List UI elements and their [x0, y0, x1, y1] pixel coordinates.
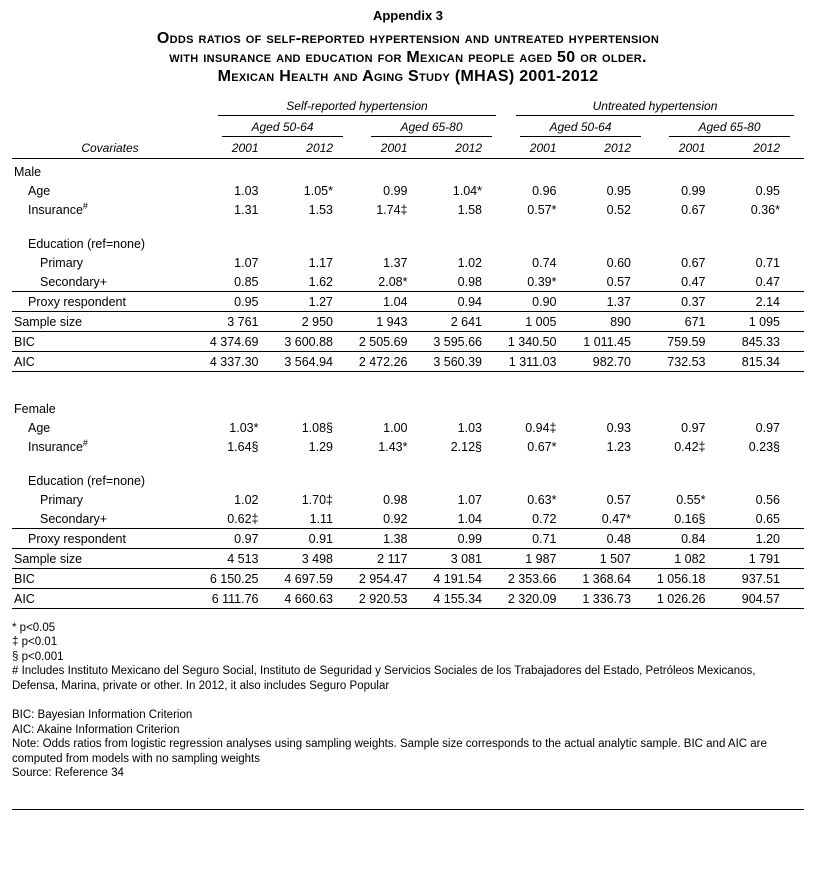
value-cell [432, 234, 507, 253]
value-cell: 0.47* [581, 509, 656, 529]
value-cell: 4 337.30 [208, 352, 283, 372]
value-cell: 0.98 [383, 492, 408, 507]
year-header: 2001 [655, 137, 730, 159]
value-cell: 1 095 [730, 312, 805, 332]
footnote-source: Source: Reference 34 [12, 767, 124, 779]
value-cell: 0.67 [681, 256, 706, 270]
value-cell: 1.53 [308, 203, 333, 217]
value-cell: 1.11 [283, 509, 358, 529]
value-cell: 0.97 [681, 420, 706, 435]
value-cell: 1.43* [378, 439, 408, 454]
section-label: Female [14, 401, 56, 416]
value-cell: 2 353.66 [506, 568, 581, 588]
value-cell: 1 056.18 [655, 568, 730, 588]
row-label: AIC [12, 352, 208, 372]
value-cell: 2 472.26 [357, 352, 432, 372]
value-cell: 0.95 [606, 184, 631, 198]
year-header-row [12, 137, 804, 159]
column-group-untreated: Untreated hypertension [516, 99, 794, 116]
table-row [12, 509, 804, 529]
year-header: 2001 [208, 137, 283, 159]
value-cell: 0.72 [506, 509, 581, 529]
appendix-label: Appendix 3 [372, 8, 444, 23]
bottom-rule [12, 809, 804, 810]
value-cell: 1 987 [506, 548, 581, 568]
value-cell: 1.07 [457, 492, 482, 507]
footnote-spacer [12, 693, 804, 708]
row-label: Primary [40, 256, 84, 270]
value-cell: 1.37 [581, 292, 656, 312]
year-header: 2012 [432, 137, 507, 159]
table-row [12, 253, 804, 272]
value-cell: 1.38 [357, 528, 432, 548]
column-group-self-reported: Self-reported hypertension [218, 99, 496, 116]
value-cell: 2.12§ [450, 439, 482, 454]
value-cell [581, 234, 656, 253]
table-row [12, 272, 804, 292]
value-cell: 0.60 [606, 256, 631, 270]
value-cell [655, 471, 730, 490]
value-cell [581, 471, 656, 490]
value-cell: 2 920.53 [357, 588, 432, 608]
value-cell: 0.63* [527, 492, 557, 507]
value-cell: 1 791 [730, 548, 805, 568]
value-cell [655, 234, 730, 253]
value-cell: 0.71 [755, 256, 780, 270]
value-cell [506, 234, 581, 253]
value-cell: 1.70‡ [301, 492, 333, 507]
footnotes-block [12, 621, 804, 781]
row-gap [12, 219, 804, 234]
age-group-header-row [12, 116, 804, 137]
value-cell: 1.03 [234, 184, 259, 198]
table-row [12, 418, 804, 437]
value-cell [208, 234, 283, 253]
value-cell: 1.05* [303, 184, 333, 198]
value-cell: 890 [581, 312, 656, 332]
value-cell: 1 340.50 [506, 332, 581, 352]
table-row [12, 490, 804, 509]
value-cell [283, 234, 358, 253]
title-block [12, 8, 804, 86]
row-label: Education (ref=none) [28, 473, 146, 488]
footnote-marker: # [82, 200, 88, 211]
row-label: Insurance# [28, 200, 88, 217]
value-cell [730, 471, 805, 490]
value-cell: 3 600.88 [283, 332, 358, 352]
value-cell [730, 234, 805, 253]
value-cell: 0.48 [581, 528, 656, 548]
value-cell: 2 117 [357, 548, 432, 568]
value-cell: 0.42‡ [674, 439, 706, 454]
value-cell: 1.07 [234, 256, 259, 270]
value-cell: 1.03 [457, 420, 482, 435]
section-header-row [12, 159, 804, 182]
footnote-p05: * p<0.05 [12, 621, 56, 634]
value-cell: 982.70 [581, 352, 656, 372]
table-row [12, 471, 804, 490]
group-header-row [12, 99, 804, 116]
value-cell: 1.02 [457, 256, 482, 270]
value-cell: 0.92 [357, 509, 432, 529]
row-label: Education (ref=none) [28, 237, 146, 251]
row-label: BIC [12, 332, 208, 352]
title-line-3: Mexican Health and Aging Study (MHAS) 2001-2012 [217, 68, 599, 85]
value-cell [506, 471, 581, 490]
footnote-p01: ‡ p<0.01 [12, 636, 58, 648]
table-row [12, 528, 804, 548]
row-label: Sample size [12, 548, 208, 568]
value-cell: 1.37 [383, 256, 408, 270]
value-cell: 0.65 [730, 509, 805, 529]
value-cell: 1 311.03 [506, 352, 581, 372]
value-cell: 6 111.76 [208, 588, 283, 608]
value-cell: 0.90 [506, 292, 581, 312]
table-row [12, 234, 804, 253]
value-cell: 1.04* [452, 184, 482, 198]
value-cell: 1.62 [283, 272, 358, 292]
value-cell: 3 081 [432, 548, 507, 568]
section-header-row [12, 396, 804, 418]
value-cell: 2.08* [357, 272, 432, 292]
value-cell: 0.94‡ [525, 420, 557, 435]
value-cell: 1 082 [655, 548, 730, 568]
footnote-marker: # [82, 437, 88, 448]
footnote-insurance-definition: # Includes Instituto Mexicano del Seguro Social, Instituto de Seguridad y Servicios Sociales de los Trabajadores del Estado, Petróleos Mexicanos, Defensa, Marina, private or other. In 2012, it also includes Seguro Popular [12, 665, 756, 692]
age-group-50-64-untreated: Aged 50-64 [520, 116, 641, 137]
row-label: Secondary+ [12, 509, 208, 529]
age-group-65-80-untreated: Aged 65-80 [669, 116, 790, 137]
value-cell: 1.74‡ [376, 203, 408, 217]
year-header: 2012 [581, 137, 656, 159]
year-header: 2012 [730, 137, 805, 159]
value-cell: 0.67* [527, 439, 557, 454]
value-cell: 0.95 [755, 184, 780, 198]
value-cell: 815.34 [730, 352, 805, 372]
value-cell: 4 513 [208, 548, 283, 568]
value-cell: 937.51 [730, 568, 805, 588]
value-cell: 3 560.39 [432, 352, 507, 372]
year-header: 2001 [506, 137, 581, 159]
section-label: Male [14, 165, 42, 179]
footnote-note: Note: Odds ratios from logistic regression analyses using sampling weights. Sample size corresponds to the actual analytic sample. BIC and AIC are computed from models with no sampling weights [12, 738, 767, 765]
value-cell: 0.57* [527, 203, 557, 217]
table-row [12, 181, 804, 200]
table-row [12, 200, 804, 219]
value-cell: 1.04 [432, 509, 507, 529]
row-label: BIC [12, 568, 208, 588]
value-cell: 1 011.45 [581, 332, 656, 352]
footnote-bic-definition: BIC: Bayesian Information Criterion [12, 709, 193, 721]
value-cell: 904.57 [730, 588, 805, 608]
table-header [12, 99, 804, 159]
value-cell: 0.57 [606, 492, 631, 507]
value-cell: 6 150.25 [208, 568, 283, 588]
value-cell: 0.97 [755, 420, 780, 435]
value-cell: 1.04 [357, 292, 432, 312]
table-row [12, 292, 804, 312]
value-cell: 0.95 [208, 292, 283, 312]
value-cell: 0.39* [506, 272, 581, 292]
row-label: AIC [12, 588, 208, 608]
value-cell: 1 026.26 [655, 588, 730, 608]
value-cell: 1.27 [283, 292, 358, 312]
value-cell [283, 471, 358, 490]
value-cell: 0.94 [432, 292, 507, 312]
value-cell: 0.47 [655, 272, 730, 292]
row-label: Proxy respondent [12, 292, 208, 312]
value-cell [357, 471, 432, 490]
age-group-65-80-self: Aged 65-80 [371, 116, 492, 137]
table-row [12, 332, 804, 352]
value-cell: 0.85 [208, 272, 283, 292]
value-cell: 1.23 [606, 439, 631, 454]
value-cell: 0.91 [283, 528, 358, 548]
value-cell: 2 505.69 [357, 332, 432, 352]
row-gap [12, 456, 804, 471]
value-cell: 0.93 [606, 420, 631, 435]
value-cell: 0.97 [208, 528, 283, 548]
value-cell: 0.52 [606, 203, 631, 217]
year-header: 2012 [283, 137, 358, 159]
value-cell: 1.02 [234, 492, 259, 507]
table-row [12, 437, 804, 456]
value-cell: 3 498 [283, 548, 358, 568]
value-cell [208, 471, 283, 490]
row-label: Sample size [12, 312, 208, 332]
table-row [12, 312, 804, 332]
row-label: Secondary+ [12, 272, 208, 292]
row-label: Age [28, 420, 51, 435]
value-cell: 1.03* [229, 420, 259, 435]
value-cell: 3 595.66 [432, 332, 507, 352]
value-cell: 2 641 [432, 312, 507, 332]
value-cell: 1 368.64 [581, 568, 656, 588]
value-cell: 0.99 [681, 184, 706, 198]
value-cell: 0.57 [581, 272, 656, 292]
value-cell: 1.00 [383, 420, 408, 435]
row-label: Age [28, 184, 51, 198]
value-cell: 1.20 [730, 528, 805, 548]
value-cell: 0.16§ [655, 509, 730, 529]
table-row [12, 352, 804, 372]
value-cell: 1.17 [308, 256, 333, 270]
value-cell: 2 950 [283, 312, 358, 332]
covariates-header: Covariates [12, 137, 208, 159]
value-cell: 0.62‡ [208, 509, 283, 529]
value-cell: 2 954.47 [357, 568, 432, 588]
value-cell: 1 507 [581, 548, 656, 568]
value-cell: 4 374.69 [208, 332, 283, 352]
value-cell: 671 [655, 312, 730, 332]
value-cell: 3 564.94 [283, 352, 358, 372]
title-line-1: Odds ratios of self-reported hypertension and untreated hypertension [156, 30, 660, 47]
value-cell [357, 234, 432, 253]
section-gap [12, 372, 804, 396]
table-row [12, 568, 804, 588]
table-body [12, 159, 804, 609]
value-cell: 0.74 [532, 256, 557, 270]
value-cell: 0.99 [383, 184, 408, 198]
value-cell: 0.47 [730, 272, 805, 292]
value-cell [432, 471, 507, 490]
value-cell: 4 191.54 [432, 568, 507, 588]
table-row [12, 548, 804, 568]
year-header: 2001 [357, 137, 432, 159]
value-cell: 1.29 [308, 439, 333, 454]
value-cell: 0.99 [432, 528, 507, 548]
value-cell: 759.59 [655, 332, 730, 352]
value-cell: 0.55* [676, 492, 706, 507]
value-cell: 2.14 [730, 292, 805, 312]
age-group-50-64-self: Aged 50-64 [222, 116, 343, 137]
value-cell: 1 336.73 [581, 588, 656, 608]
value-cell: 0.98 [432, 272, 507, 292]
value-cell: 0.84 [655, 528, 730, 548]
value-cell: 4 660.63 [283, 588, 358, 608]
value-cell: 4 697.59 [283, 568, 358, 588]
value-cell: 1.58 [457, 203, 482, 217]
row-label: Proxy respondent [12, 528, 208, 548]
value-cell: 1 005 [506, 312, 581, 332]
value-cell: 1.64§ [227, 439, 259, 454]
title-line-2: with insurance and education for Mexican people aged 50 or older. [169, 49, 647, 66]
value-cell: 1.08§ [301, 420, 333, 435]
row-label: Insurance# [28, 437, 88, 454]
value-cell: 0.37 [655, 292, 730, 312]
value-cell: 732.53 [655, 352, 730, 372]
value-cell: 0.36* [750, 203, 780, 217]
row-label: Primary [40, 492, 84, 507]
value-cell: 0.56 [755, 492, 780, 507]
value-cell: 845.33 [730, 332, 805, 352]
value-cell: 2 320.09 [506, 588, 581, 608]
value-cell: 1.31 [234, 203, 259, 217]
value-cell: 0.23§ [748, 439, 780, 454]
value-cell: 4 155.34 [432, 588, 507, 608]
odds-ratios-table [12, 99, 804, 609]
value-cell: 0.67 [681, 203, 706, 217]
value-cell: 3 761 [208, 312, 283, 332]
value-cell: 0.71 [506, 528, 581, 548]
table-row [12, 588, 804, 608]
footnote-p001: § p<0.001 [12, 650, 64, 663]
value-cell: 0.96 [532, 184, 557, 198]
footnote-aic-definition: AIC: Akaine Information Criterion [12, 723, 180, 736]
value-cell: 1 943 [357, 312, 432, 332]
